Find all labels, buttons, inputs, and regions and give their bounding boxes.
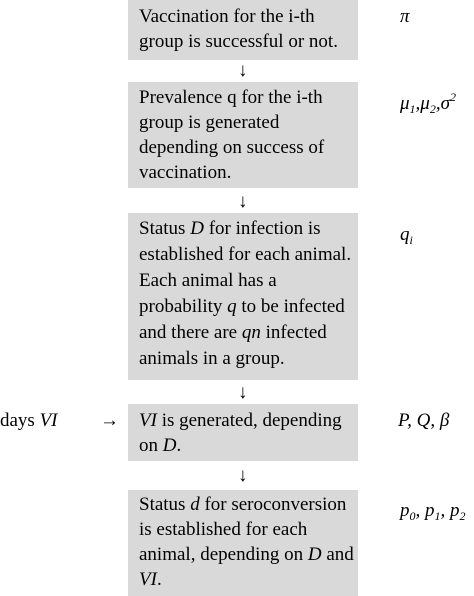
step-box-seroconversion [128, 490, 358, 596]
step-text: VI. [139, 569, 162, 590]
down-arrow-icon: ↓ [238, 382, 248, 403]
step-text: Status d for seroconversion [139, 494, 347, 515]
step-box-vaccination [128, 0, 358, 60]
step-text: VI is generated, depending [139, 410, 342, 431]
step-text: probability q to be infected [139, 296, 345, 317]
down-arrow-icon: ↓ [238, 60, 248, 81]
down-arrow-icon: ↓ [238, 465, 248, 486]
param-pi: π [400, 6, 410, 27]
step-text: group is generated [139, 112, 280, 133]
days-vi-label: days VI [0, 410, 58, 431]
step-text: depending on success of [139, 137, 325, 158]
right-arrow-icon: → [100, 410, 119, 431]
step-box-infection-status [128, 213, 358, 380]
step-text: vaccination. [139, 162, 232, 183]
step-text: and there are qn infected [139, 322, 327, 343]
param-q-i: $q_i$ [400, 224, 413, 247]
step-text: group is successful or not. [139, 31, 338, 52]
step-box-prevalence [128, 82, 358, 188]
step-text: animal, depending on D and [139, 544, 354, 565]
step-text: Vaccination for the i-th [139, 6, 315, 27]
down-arrow-icon: ↓ [238, 191, 248, 212]
param-mu-sigma: $\mu_1,\mu_2,\sigma^2$ [400, 90, 456, 116]
step-box-vi-generation [128, 404, 358, 461]
param-p-q-beta: P, Q, β [398, 410, 450, 431]
step-text: is established for each [139, 519, 308, 540]
step-text: established for each animal. [139, 244, 352, 265]
step-text: animals in a group. [139, 348, 285, 369]
param-p-list: $p_0$, $p_1$, $p_2$ [400, 500, 466, 523]
step-text: Status D for infection is [139, 218, 321, 239]
step-text: Each animal has a [139, 270, 277, 291]
step-text: Prevalence q for the i-th [139, 87, 323, 108]
step-text: on D. [139, 435, 182, 456]
